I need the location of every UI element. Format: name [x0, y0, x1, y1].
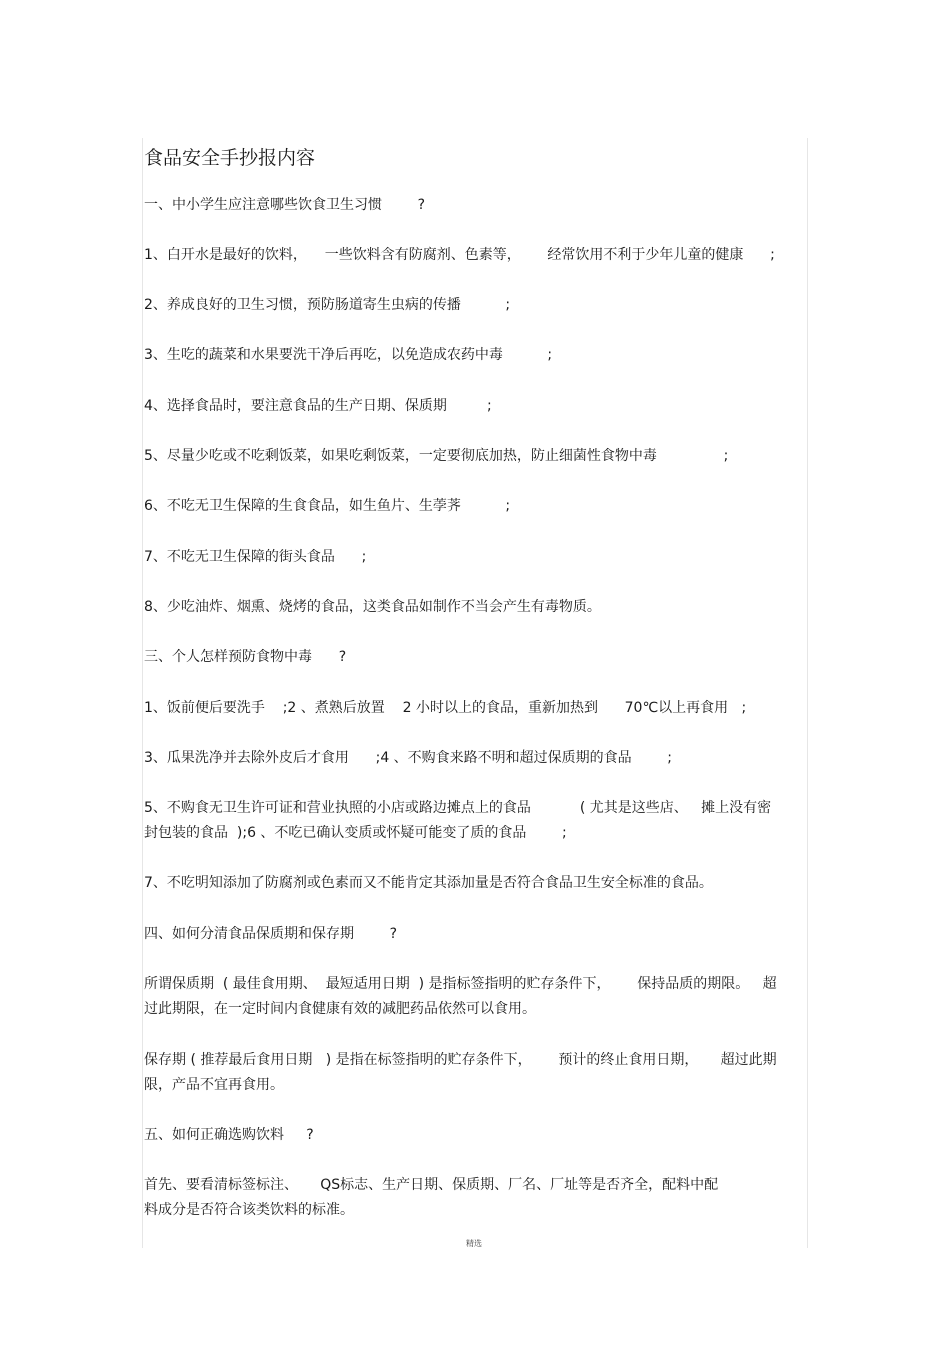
document-title: 食品安全手抄报内容 [144, 147, 316, 169]
paragraph-line: 1、白开水是最好的饮料， 一些饮料含有防腐剂、色素等， 经常饮用不利于少年儿童的健康 ; [144, 247, 775, 263]
paragraph-line: 3、生吃的蔬菜和水果要洗干净后再吃，以免造成农药中毒 ; [144, 347, 553, 363]
heading-section-1: 一、中小学生应注意哪些饮食卫生习惯 ? [144, 197, 426, 213]
paragraph-line: 6、不吃无卫生保障的生食食品，如生鱼片、生荸荠 ; [144, 498, 511, 514]
paragraph-line: 保存期 ( 推荐最后食用日期 ) 是指在标签指明的贮存条件下， 预计的终止食用日期， 超过此期 [144, 1052, 777, 1068]
paragraph-line: 8、少吃油炸、烟熏、烧烤的食品，这类食品如制作不当会产生有毒物质。 [144, 599, 601, 615]
paragraph-line: 所谓保质期 ( 最佳食用期、 最短适用日期 ) 是指标签指明的贮存条件下， 保持品质的期限。 超 [144, 976, 777, 992]
paragraph-line: 限，产品不宜再食用。 [144, 1077, 284, 1093]
paragraph-line: 1、饭前便后要洗手 ;2 、煮熟后放置 2 小时以上的食品，重新加热到 70℃以上再食用 ; [144, 700, 747, 716]
paragraph-line: 料成分是否符合该类饮料的标准。 [144, 1202, 354, 1218]
paragraph-line: 4、选择食品时，要注意食品的生产日期、保质期 ; [144, 398, 492, 414]
paragraph-line: 5、不购食无卫生许可证和营业执照的小店或路边摊点上的食品 ( 尤其是这些店、 摊上没有密 [144, 800, 772, 816]
page-footer: 精选 [466, 1239, 482, 1248]
paragraph-line: 首先、要看清标签标注、 QS标志、生产日期、保质期、厂名、厂址等是否齐全，配料中配 [144, 1177, 719, 1193]
paragraph-line: 2、养成良好的卫生习惯，预防肠道寄生虫病的传播 ; [144, 297, 511, 313]
paragraph-line: 3、瓜果洗净并去除外皮后才食用 ;4 、不购食来路不明和超过保质期的食品 ; [144, 750, 672, 766]
paragraph-line: 7、不吃无卫生保障的街头食品 ; [144, 549, 367, 565]
heading-section-4: 四、如何分清食品保质期和保存期 ? [144, 926, 398, 942]
heading-section-5: 五、如何正确选购饮料 ? [144, 1127, 314, 1143]
heading-section-3: 三、个人怎样预防食物中毒 ? [144, 649, 347, 665]
paragraph-line: 封包装的食品 );6 、不吃已确认变质或怀疑可能变了质的食品 ; [144, 825, 567, 841]
paragraph-line: 7、不吃明知添加了防腐剂或色素而又不能肯定其添加量是否符合食品卫生安全标准的食品。 [144, 875, 713, 891]
paragraph-line: 5、尽量少吃或不吃剩饭菜，如果吃剩饭菜，一定要彻底加热，防止细菌性食物中毒 ; [144, 448, 729, 464]
paragraph-line: 过此期限，在一定时间内食健康有效的减肥药品依然可以食用。 [144, 1001, 536, 1017]
